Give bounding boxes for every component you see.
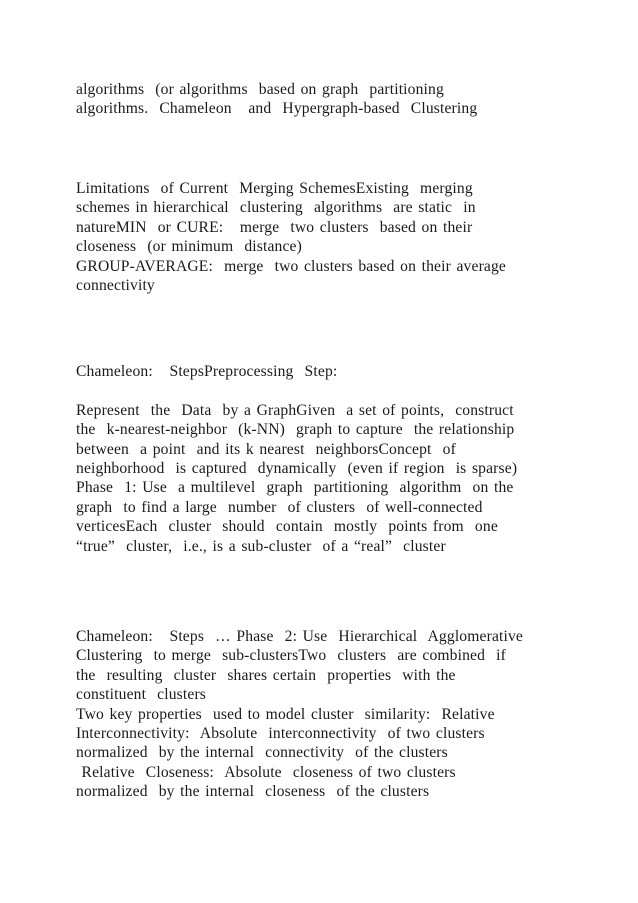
text-line: normalized by the internal closeness of the clusters — [76, 783, 430, 801]
text-line: the resulting cluster shares certain properties with the — [76, 666, 456, 684]
text-line: graph to find a large number of clusters of well-connected — [76, 498, 483, 516]
text-line: GROUP-AVERAGE: merge two clusters based on their average — [76, 257, 507, 275]
text-line: connectivity — [76, 277, 155, 295]
text-line: between a point and its k nearest neighborsConcept of — [76, 440, 456, 458]
text-line: verticesEach cluster should contain mostly points from one — [76, 518, 498, 536]
text-line: algorithms (or algorithms based on graph partitioning — [76, 81, 444, 98]
text-line: normalized by the internal connectivity of the clusters — [76, 744, 448, 762]
text-line: Two key properties used to model cluster similarity: Relative — [76, 705, 495, 723]
text-line: Relative Closeness: Absolute closeness of two clusters — [76, 763, 456, 781]
text-line: constituent clusters — [76, 686, 207, 704]
text-line: neighborhood is captured dynamically (even if region is sparse) — [76, 460, 518, 478]
text-line: closeness (or minimum distance) — [76, 238, 302, 256]
text-line — [76, 381, 576, 400]
text-line: Chameleon: Steps … Phase 2: Use Hierarchical Agglomerative — [76, 628, 523, 645]
text-line: Represent the Data by a GraphGiven a set of points, construct — [76, 401, 514, 419]
paragraph-chameleon-phase2 — [76, 627, 576, 802]
paragraph-chameleon-steps — [76, 362, 576, 556]
text-line: natureMIN or CURE: merge two clusters based on their — [76, 218, 473, 236]
text-line: “true” cluster, i.e., is a sub-cluster of a “real” cluster — [76, 537, 446, 555]
text-line: algorithms. Chameleon and Hypergraph-based Clustering — [76, 100, 478, 118]
text-line: the k-nearest-neighbor (k-NN) graph to capture the relationship — [76, 421, 515, 439]
text-line: Chameleon: StepsPreprocessing Step: — [76, 363, 338, 380]
text-line: Limitations of Current Merging SchemesExisting merging — [76, 180, 473, 197]
paragraph-algorithms — [76, 80, 576, 119]
text-line: schemes in hierarchical clustering algorithms are static in — [76, 199, 476, 217]
paragraph-limitations — [76, 179, 576, 295]
text-line: Phase 1: Use a multilevel graph partitioning algorithm on the — [76, 479, 514, 497]
text-line: Interconnectivity: Absolute interconnectivity of two clusters — [76, 725, 485, 743]
text-line: Clustering to merge sub-clustersTwo clusters are combined if — [76, 647, 506, 665]
